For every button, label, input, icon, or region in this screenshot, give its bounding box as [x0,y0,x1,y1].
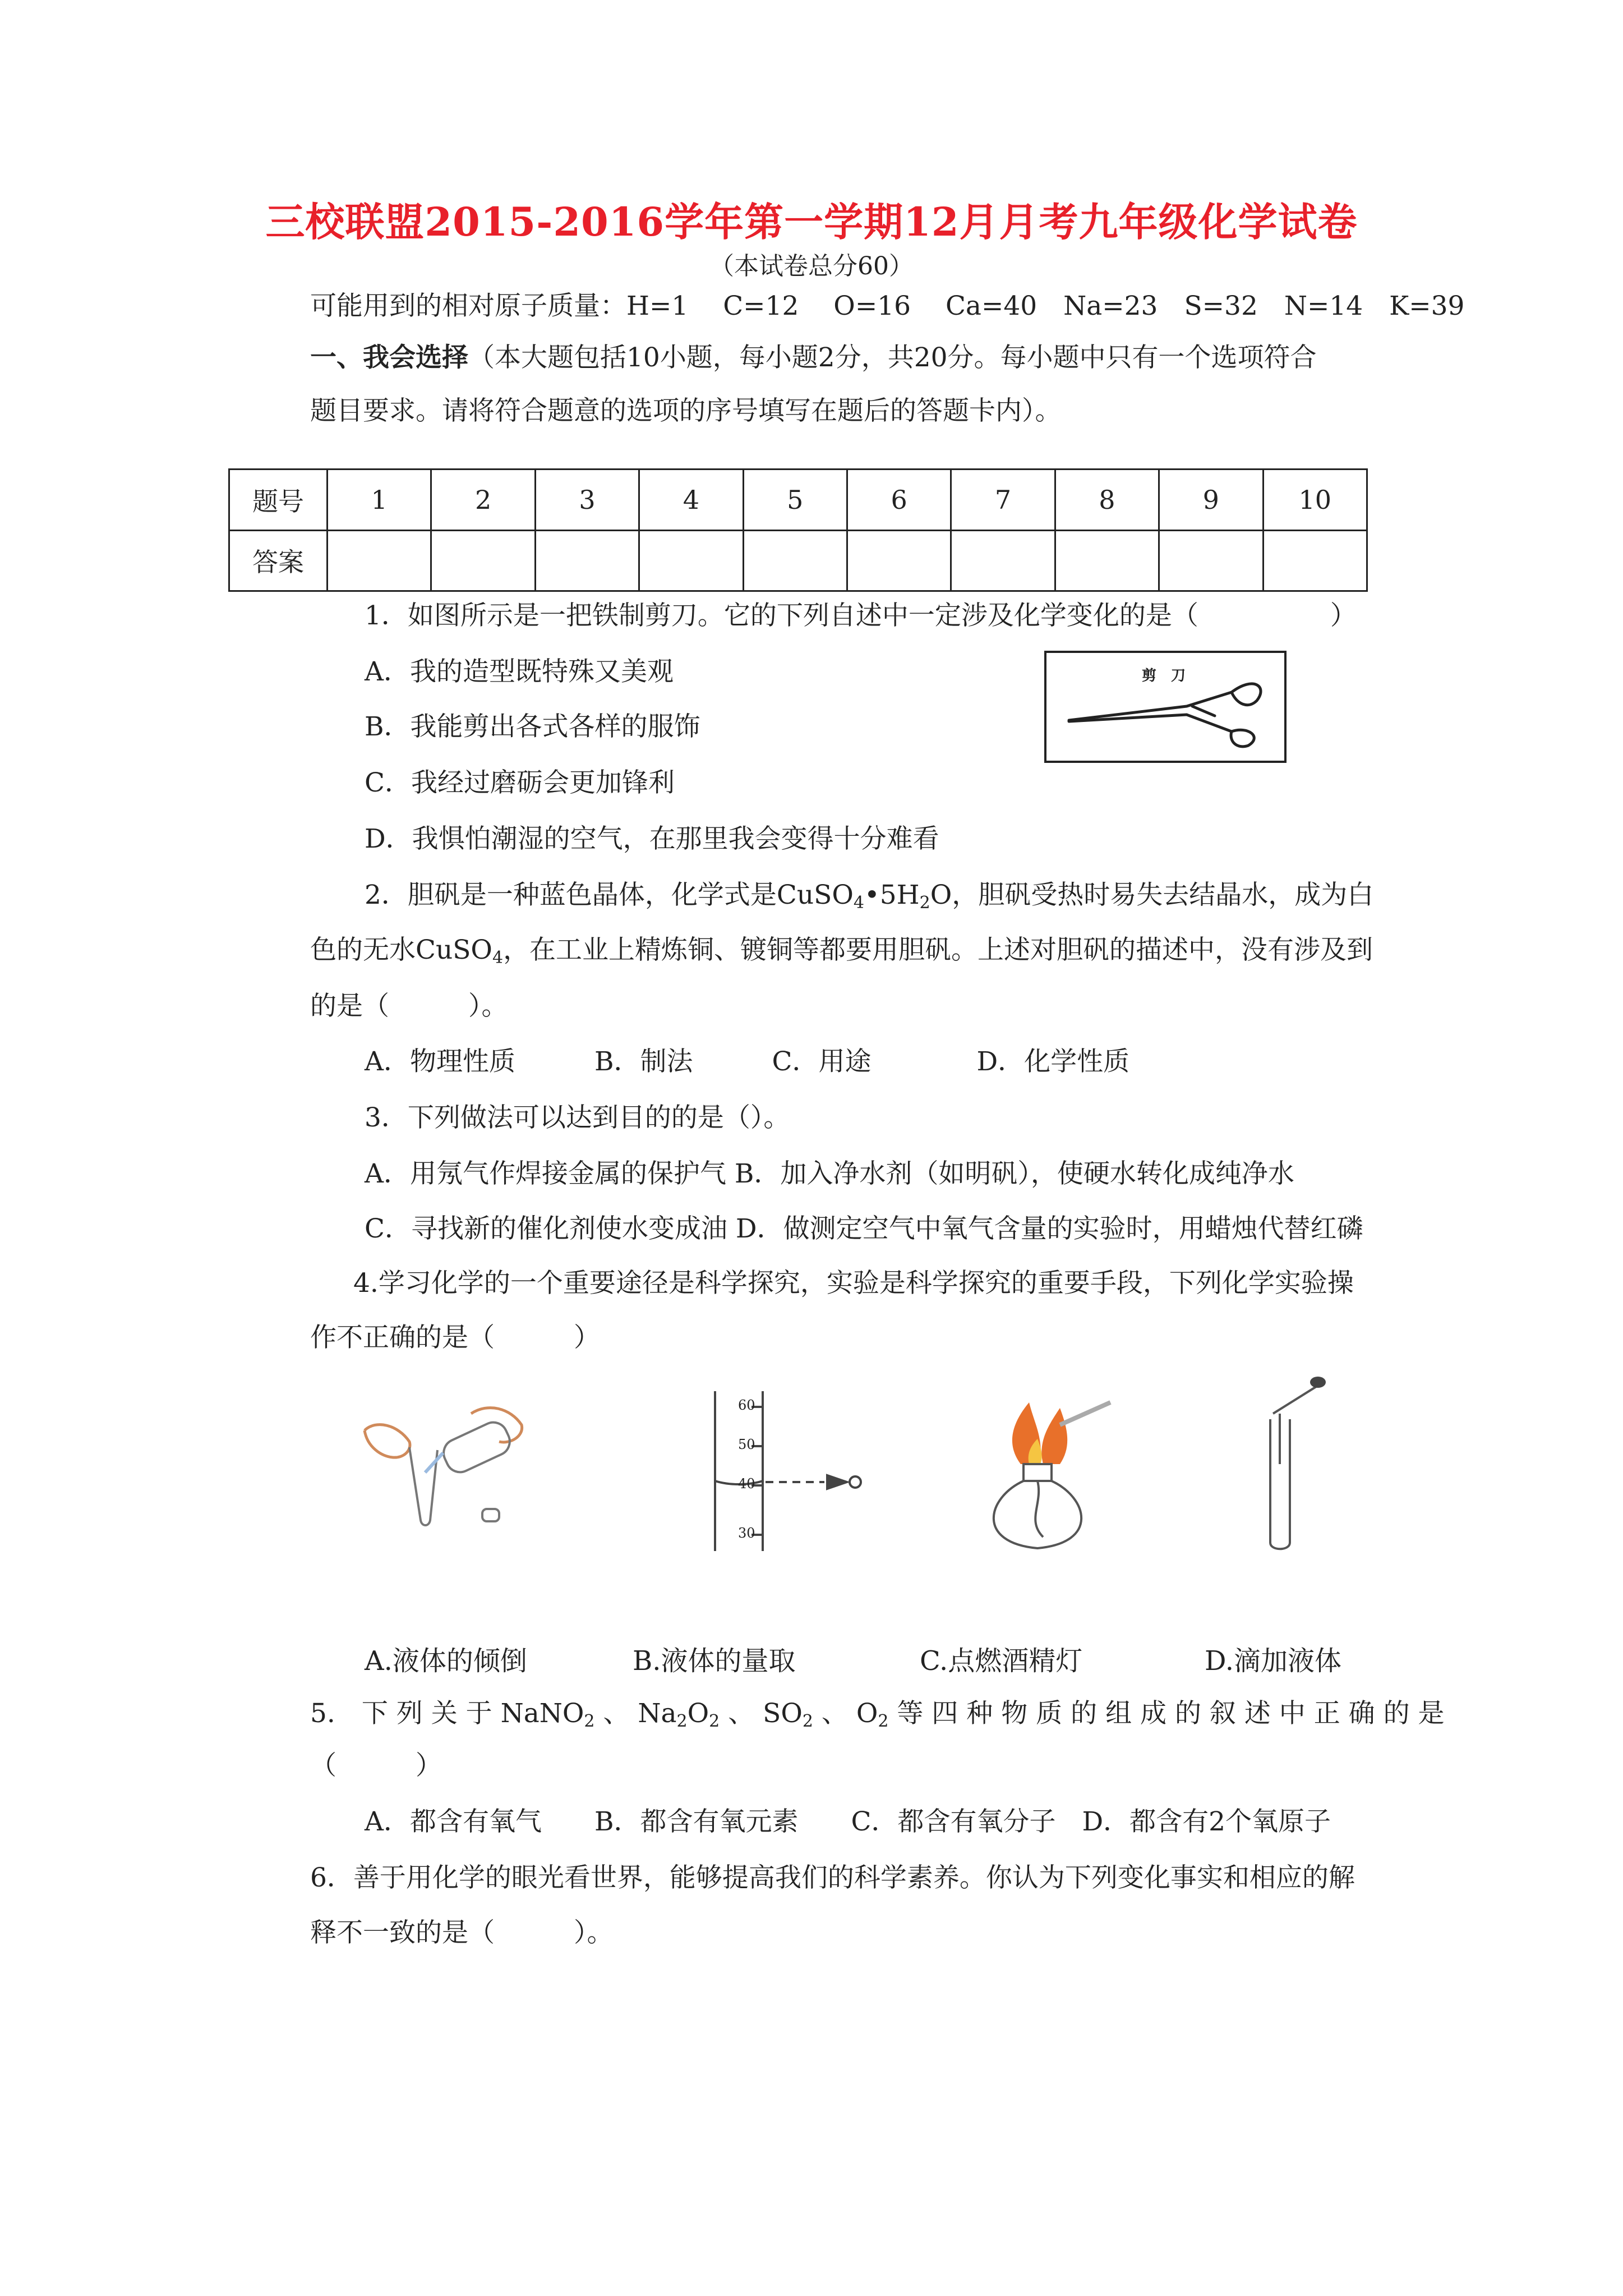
answer-cell[interactable] [328,530,431,591]
q5-line-2: （ ） [310,1750,442,1781]
q2-line-3: 的是（ ）。 [310,991,508,1022]
q1-option-b: B．我能剪出各式各样的服饰 [365,711,700,742]
scissors-image [1044,651,1287,763]
cylinder-tick-label: 40 [738,1476,755,1492]
q5-subscript: 2 [676,1711,688,1731]
scissors-label: 剪 刀 [1142,668,1186,684]
q2-subscript: 4 [853,893,864,913]
q2-line-1 [365,874,1373,913]
question-number-cell: 7 [951,470,1055,531]
q2-line-1-c: O，胆矾受热时易失去结晶水，成为白 [930,880,1374,910]
figure-caption-a: A.液体的倾倒 [365,1645,527,1677]
answer-cell[interactable] [1263,530,1367,591]
q2-subscript: 4 [492,948,504,968]
section-1-heading: 一、我会选择 [310,342,468,373]
section-1-intro-a: （本大题包括10小题，每小题2分，共20分。每小题中只有一个选项符合 [468,342,1317,373]
q1-stem: 1．如图所示是一把铁制剪刀。它的下列自述中一定涉及化学变化的是（ ） [365,600,1357,631]
cylinder-tick-label: 30 [738,1525,755,1541]
answer-cell[interactable] [743,530,847,591]
question-number-cell: 3 [535,470,639,531]
q1-option-c: C．我经过磨砺会更加锋利 [365,767,675,798]
question-number-label: 题号 [229,470,328,531]
atomic-masses-line: 可能用到的相对原子质量：H=1 C=12 O=16 Ca=40 Na=23 S=32 N=14 K=39 [310,291,1465,321]
q1-option-d: D．我惧怕潮湿的空气，在那里我会变得十分难看 [365,823,939,854]
q2-line-2-a: 色的无水CuSO [310,935,492,965]
answer-label: 答案 [229,530,328,591]
q2-line-1-b: •5H [864,880,920,910]
q6-line-1: 6．善于用化学的眼光看世界，能够提高我们的科学素养。你认为下列变化事实和相应的解 [310,1862,1355,1893]
measuring-cylinder-figure [712,1391,880,1554]
answer-row [229,530,1367,591]
q4-line-2: 作不正确的是（ ） [310,1322,600,1353]
answer-cell[interactable] [1055,530,1159,591]
question-number-cell: 4 [639,470,743,531]
exam-title: 三校联盟2015-2016学年第一学期12月月考九年级化学试卷 [265,199,1358,245]
alcohol-lamp-figure [965,1391,1133,1554]
figure-caption-d: D.滴加液体 [1205,1645,1342,1677]
cylinder-tick-label: 60 [738,1397,755,1413]
q5-text: 、 Na [594,1698,677,1729]
figure-caption-b: B.液体的量取 [633,1645,796,1677]
q2-line-2-b: ，在工业上精炼铜、镀铜等都要用胆矾。上述对胆矾的描述中，没有涉及到 [503,935,1373,965]
scissors-icon [1046,653,1284,761]
answer-cell[interactable] [951,530,1055,591]
exam-subtitle: （本试卷总分60） [709,252,914,280]
question-number-cell: 8 [1055,470,1159,531]
q5-subscript: 2 [802,1711,813,1731]
answer-cell[interactable] [1159,530,1263,591]
section-1-intro-line-2: 题目要求。请将符合题意的选项的序号填写在题后的答题卡内）。 [310,395,1062,426]
figure-caption-c: C.点燃酒精灯 [920,1645,1083,1677]
question-number-cell: 5 [743,470,847,531]
q3-options-line-2: C．寻找新的催化剂使水变成油 D．做测定空气中氧气含量的实验时，用蜡烛代替红磷 [365,1213,1363,1244]
answer-card-table [228,468,1368,592]
q5-subscript: 2 [878,1711,889,1731]
q2-line-1-a: 2．胆矾是一种蓝色晶体，化学式是CuSO [365,880,854,910]
q5-subscript: 2 [709,1711,720,1731]
q5-text: 、 O [813,1698,878,1729]
dropper-test-tube-figure [1251,1374,1335,1554]
question-number-row [229,470,1367,531]
q4-line-1: 4.学习化学的一个重要途径是科学探究，实验是科学探究的重要手段，下列化学实验操 [353,1268,1354,1299]
pouring-liquid-figure [359,1397,527,1537]
q5-line-1 [310,1692,1445,1731]
q2-subscript: 2 [919,893,930,913]
q3-stem: 3．下列做法可以达到目的的是（）。 [365,1102,790,1133]
q5-options: A．都含有氧气 B．都含有氧元素 C．都含有氧分子 D．都含有2个氧原子 [365,1806,1331,1837]
cylinder-tick-label: 50 [738,1437,755,1452]
q5-subscript: 2 [584,1711,595,1731]
q3-options-line-1: A．用氖气作焊接金属的保护气 B．加入净水剂（如明矾），使硬水转化成纯净水 [365,1158,1294,1189]
answer-cell[interactable] [847,530,951,591]
q6-line-2: 释不一致的是（ ）。 [310,1917,614,1948]
question-number-cell: 2 [431,470,535,531]
q2-options: A．物理性质 B．制法 C．用途 D．化学性质 [365,1046,1130,1077]
q5-text: 、 SO [720,1698,803,1729]
question-number-cell: 10 [1263,470,1367,531]
q5-text: O [687,1698,709,1729]
question-number-cell: 6 [847,470,951,531]
answer-cell[interactable] [431,530,535,591]
question-number-cell: 1 [328,470,431,531]
q1-option-a: A．我的造型既特殊又美观 [365,656,674,687]
question-number-cell: 9 [1159,470,1263,531]
section-1-intro-line-1 [310,337,1317,374]
answer-cell[interactable] [639,530,743,591]
q2-line-2 [310,929,1373,968]
q5-text: 等 四 种 物 质 的 组 成 的 叙 述 中 正 确 的 是 [888,1698,1445,1729]
answer-cell[interactable] [535,530,639,591]
q5-text: 5. 下 列 关 于 NaNO [310,1698,584,1729]
